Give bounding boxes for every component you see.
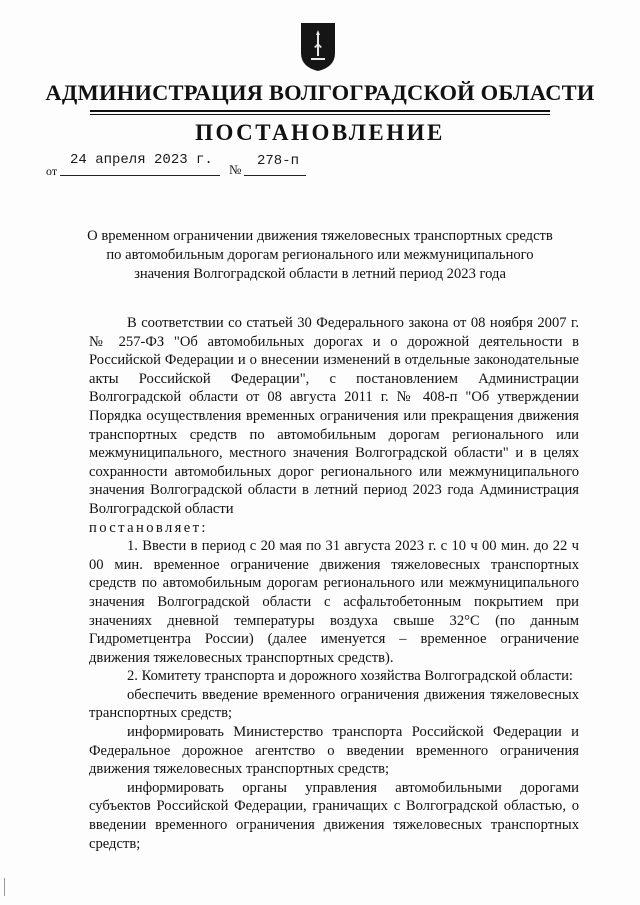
subject-line: значения Волгоградской области в летний период 2023 года (134, 266, 506, 282)
document-number: 278-п (257, 153, 300, 169)
item-2c-paragraph: информировать органы управления автомобильными дорогами субъектов Российской Федерации, граничащих с Волгоградской областью, о введении временного ограничения движения тяжеловесных транспортных средств; (89, 779, 579, 852)
document-body (89, 314, 579, 853)
preamble-paragraph: В соответствии со статьей 30 Федерального закона от 08 ноября 2007 г. № 257-ФЗ "Об автомобильных дорогах и о дорожной деятельности в Российской Федерации и о внесении изменений в отдельные законодательные акты Российской Федерации", с постановлением Администрации Волгоградской области от 08 августа 2011 г. № 408-п "Об утверждении Порядка осуществления временных ограничения или прекращения движения транспортных средств по автомобильным дорогам регионального или межмуниципального, местного значения Волгоградской области" и в целях сохранности автомобильных дорог регионального или межмуниципального значения Волгоградской области в летний период 2023 года Администрация Волгоградской области (89, 315, 579, 517)
subject-line: по автомобильным дорогам регионального или межмуниципального (106, 247, 534, 263)
document-subject (70, 227, 570, 284)
item-2-paragraph: 2. Комитету транспорта и дорожного хозяйства Волгоградской области: (127, 668, 573, 685)
document-date: 24 апреля 2023 г. (70, 152, 213, 168)
resolves-text: постановляет: (89, 519, 208, 536)
subject-line: О временном ограничении движения тяжеловесных транспортных средств (87, 228, 553, 244)
item-1-paragraph: 1. Ввести в период с 20 мая по 31 августа 2023 г. с 10 ч 00 мин. до 22 ч 00 мин. временное ограничение движения тяжеловесных транспортных средств по автомобильным дорогам регионального или межмуниципального значения Волгоградской области с асфальтобетонным покрытием при значениях дневной температуры воздуха свыше 32°С (по данным Гидрометцентра России) (далее именуется – временное ограничение движения тяжеловесных транспортных средств). (89, 538, 579, 666)
scan-margin-mark (4, 878, 5, 896)
date-number-line (0, 152, 640, 182)
item-2a-paragraph: обеспечить введение временного ограничения движения тяжеловесных транспортных средств; (89, 686, 579, 722)
coat-of-arms-icon (300, 22, 336, 72)
number-underline (244, 175, 306, 176)
header-rule-thick (90, 110, 550, 112)
item-2b-paragraph: информировать Министерство транспорта Российской Федерации и Федеральное дорожное агентство о введении временного ограничения движения тяжеловесных транспортных средств; (89, 724, 579, 778)
date-label: от (46, 164, 58, 178)
date-underline (60, 175, 220, 176)
document-type: ПОСТАНОВЛЕНИЕ (195, 120, 445, 145)
header-rule-thin (90, 114, 550, 115)
organization-name: АДМИНИСТРАЦИЯ ВОЛГОГРАДСКОЙ ОБЛАСТИ (45, 80, 595, 105)
number-label: № (229, 162, 242, 177)
resolution-word (89, 519, 579, 538)
